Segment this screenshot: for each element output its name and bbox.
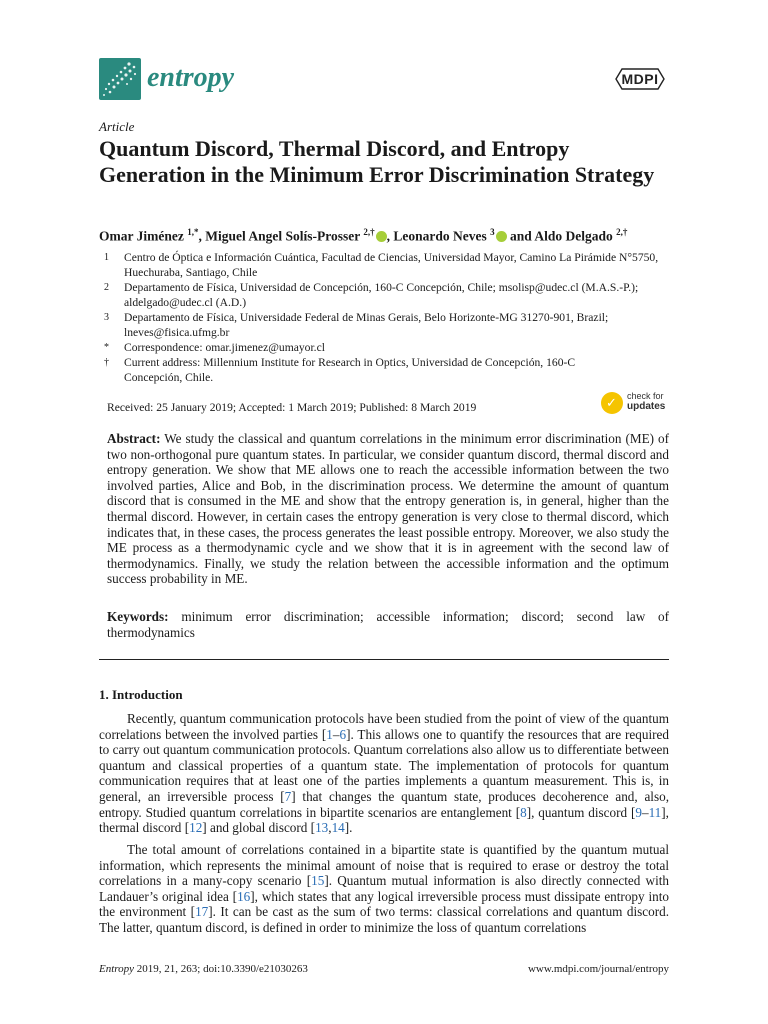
affiliation-text: Correspondence: omar.jimenez@umayor.cl <box>124 341 325 354</box>
citation-link[interactable]: 13 <box>315 820 329 836</box>
author-affil-mark: 2,† <box>616 227 628 237</box>
paragraph-text: ]. <box>344 820 353 836</box>
citation-link[interactable]: 16 <box>237 888 251 904</box>
affiliation-text: Departamento de Física, Universidad de Concepción, 160-C Concepción, Chile; msolisp@udec.cl (M.A.S.-P.); aldelgado@udec.cl (A.D.) <box>124 281 639 309</box>
author-name: Miguel Angel Solís-Prosser <box>205 228 360 244</box>
paragraph-text: ]. It can be cast as the sum of two terms: classical correlations and quantum discord. The latter, quantum discord, is defined in order to minimize the loss of quantum correlations <box>99 904 670 935</box>
author-name: Aldo Delgado <box>534 228 613 244</box>
paragraph-text: , <box>328 820 332 836</box>
paragraph-text: ] that changes the quantum state, produces decoherence and, also, entropy. Studied quantum correlations in bipartite scenarios are entanglement [ <box>99 788 669 820</box>
citation-link[interactable]: 8 <box>520 804 527 820</box>
publisher-name: MDPI <box>621 71 659 87</box>
paragraph-text: – <box>332 726 340 742</box>
abstract-label: Abstract: <box>107 431 161 446</box>
footer-journal: Entropy <box>99 963 135 975</box>
body-paragraph <box>99 711 669 836</box>
check-for-updates-badge[interactable] <box>601 390 671 416</box>
check-updates-line1: check for <box>627 391 664 401</box>
check-circle-icon: ✓ <box>601 392 623 414</box>
footer-citation-text: 2019, 21, 263; doi:10.3390/e21030263 <box>136 963 308 975</box>
affiliation-text: Current address: Millennium Institute for Research in Optics, Universidad de Concepción, 160-C Concepción, Chile. <box>124 356 576 384</box>
affiliation-mark: 3 <box>104 312 109 323</box>
journal-name: entropy <box>147 62 235 93</box>
affiliation-mark: 2 <box>104 282 109 293</box>
affiliation-mark: * <box>104 342 109 353</box>
author-name: Leonardo Neves <box>393 228 487 244</box>
paragraph-text: ]. Quantum mutual information is also directly connected with Landauer’s original idea [ <box>99 873 669 904</box>
citation-link[interactable]: 1 <box>326 726 333 742</box>
keywords-text: minimum error discrimination; accessible information; discord; second law of thermodynamics <box>107 609 670 640</box>
citation-link[interactable]: 11 <box>648 804 662 820</box>
article-type: Article <box>99 119 135 134</box>
paragraph-text: ], which states that any logical irreversible process must dissipate entropy into the environment [ <box>99 888 669 920</box>
check-updates-line2: updates <box>627 401 666 412</box>
affiliation-text: Centro de Óptica e Información Cuántica, Facultad de Ciencias, Universidad Mayor, Camino La Pirámide N°5750, Huechuraba, Santiago, Chile <box>124 251 659 279</box>
author-affil-mark: 2,† <box>363 227 375 237</box>
abstract <box>107 431 669 587</box>
authors-conjunction: and <box>509 228 532 244</box>
citation-link[interactable]: 15 <box>311 873 325 889</box>
citation-link[interactable]: 12 <box>189 820 203 836</box>
citation-link[interactable]: 6 <box>339 726 347 742</box>
paragraph-text: Recently, quantum communication protocols have been studied from the point of view of the quantum correlations between the involved parties [ <box>99 711 669 742</box>
publication-dates: Received: 25 January 2019; Accepted: 1 March 2019; Published: 8 March 2019 <box>107 401 477 414</box>
affiliation-mark: 1 <box>104 252 109 263</box>
divider <box>99 659 669 660</box>
affiliation-mark: † <box>104 357 109 368</box>
orcid-icon[interactable] <box>376 231 387 242</box>
citation-link[interactable]: 17 <box>195 904 209 920</box>
citation-link[interactable]: 9 <box>635 804 642 820</box>
paragraph-text: ] and global discord [ <box>202 820 316 836</box>
author-list: Omar Jiménez $^{1,*}$, Miguel Angel Solís-Prosser $^{2,\dagger}$ , Leonardo Neves $^3$ and Aldo Delgado $^{2,\dagger}$ <box>99 227 628 244</box>
citation-link[interactable]: 7 <box>284 788 292 804</box>
paragraph-text: The total amount of correlations contained in a bipartite state is quantified by the quantum mutual information, which represents the minimal amount of noise that is required to erase or destroy the total correlations in a many-copy scenario [ <box>99 842 669 889</box>
keywords-label: Keywords: <box>107 609 169 624</box>
author-name: Omar Jiménez <box>99 228 184 244</box>
paragraph-text: ]. This allows one to quantify the resources that are required to carry out quantum communication protocols. Quantum correlations also allow us to differentiate between quantum and classical properties of a quantum state. The implementation of protocols for quantum communication requires that at least one of the parties implements a quantum measurement. This is, in general, an irreversible process [ <box>99 726 669 804</box>
affiliation-text: Departamento de Física, Universidade Federal de Minas Gerais, Belo Horizonte-MG 31270-901, Brazil; lneves@fisica.ufmg.br <box>124 311 609 339</box>
paragraph-text: ], thermal discord [ <box>99 804 669 836</box>
author-affil-mark: 1,* <box>187 227 199 237</box>
author-affil-mark: 3 <box>490 227 495 237</box>
journal-logo-icon <box>99 58 141 100</box>
footer-citation <box>99 963 308 975</box>
footer-url[interactable]: www.mdpi.com/journal/entropy <box>527 963 669 975</box>
abstract-text: We study the classical and quantum correlations in the minimum error discrimination (ME) of two non-orthogonal pure quantum states. In particular, we consider quantum discord, thermal discord and entropy generation. We show that ME allows one to reach the accessible information between the two involved parties, Alice and Bob, in the discrimination process. We determine the amount of quantum discord that is consumed in the ME and show that the entropy generation is, in general, higher than the thermal discord. However, in certain cases the entropy generation is very close to thermal discord, which indicates that, in these cases, the process generates the least possible entropy. Moreover, we also study the ME process as a thermodynamic cycle and we show that it is in agreement with the second law of thermodynamics. Finally, we study the relation between the accessible information and the optimum success probability in ME. <box>107 431 669 587</box>
orcid-icon[interactable] <box>496 231 507 242</box>
paper-title: Quantum Discord, Thermal Discord, and Entropy Generation in the Minimum Error Discrimination Strategy <box>99 136 655 187</box>
publisher-logo <box>612 67 668 91</box>
paragraph-text: – <box>641 804 649 820</box>
keywords <box>107 609 669 640</box>
body-paragraph <box>99 842 669 936</box>
paragraph-text: ], quantum discord [ <box>526 804 636 820</box>
section-heading: 1. Introduction <box>99 687 183 702</box>
citation-link[interactable]: 14 <box>331 820 345 836</box>
